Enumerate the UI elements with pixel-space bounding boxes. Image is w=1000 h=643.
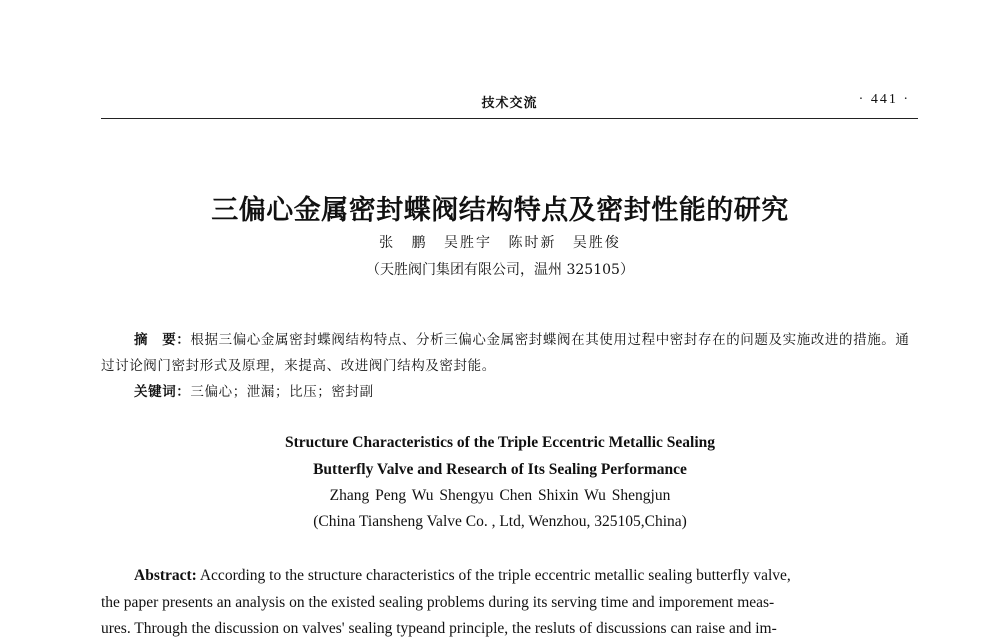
english-abstract-line-3: ures. Through the discussion on valves' sealing typeand principle, the resluts of discussions can raise and im- (101, 620, 777, 637)
english-abstract-line-1 (101, 563, 918, 590)
chinese-keywords (134, 380, 374, 400)
header-page-number: · 441 · (858, 92, 910, 107)
chinese-abstract-label: 摘 要： (134, 332, 191, 348)
chinese-title: 三偏心金属密封蝶阀结构特点及密封性能的研究 (211, 195, 789, 226)
english-affiliation: (China Tiansheng Valve Co. , Ltd, Wenzhou, 325105,China) (313, 513, 687, 530)
english-abstract-line-1-text: According to the structure characteristics of the triple eccentric metallic sealing butterfly valve, (196, 567, 791, 584)
english-abstract (101, 563, 918, 643)
chinese-keywords-text: 三偏心；泄漏；比压；密封副 (190, 384, 374, 400)
chinese-abstract-text: 根据三偏心金属密封蝶阀结构特点、分析三偏心金属密封蝶阀在其使用过程中密封存在的问题及实施改进的措施。通过讨论阀门密封形式及原理，来提高、改进阀门结构及密封能。 (101, 332, 910, 374)
chinese-affiliation: （天胜阀门集团有限公司，温州 325105） (366, 262, 634, 278)
chinese-authors: 张 鹏 吴胜宇 陈时新 吴胜俊 (379, 235, 621, 251)
chinese-keywords-label: 关键词： (134, 384, 191, 400)
header-section-title: 技术交流 (481, 96, 538, 111)
english-abstract-label: Abstract: (134, 567, 197, 584)
chinese-abstract (101, 327, 918, 379)
running-header (101, 90, 918, 114)
english-authors: Zhang Peng Wu Shengyu Chen Shixin Wu Shengjun (329, 487, 671, 504)
english-abstract-line-2: the paper presents an analysis on the existed sealing problems during its serving time and imporement meas- (101, 593, 775, 611)
english-title-line-1: Structure Characteristics of the Triple Eccentric Metallic Sealing (284, 434, 715, 451)
header-rule (101, 118, 918, 119)
english-title-line-2: Butterfly Valve and Research of Its Sealing Performance (313, 461, 687, 478)
